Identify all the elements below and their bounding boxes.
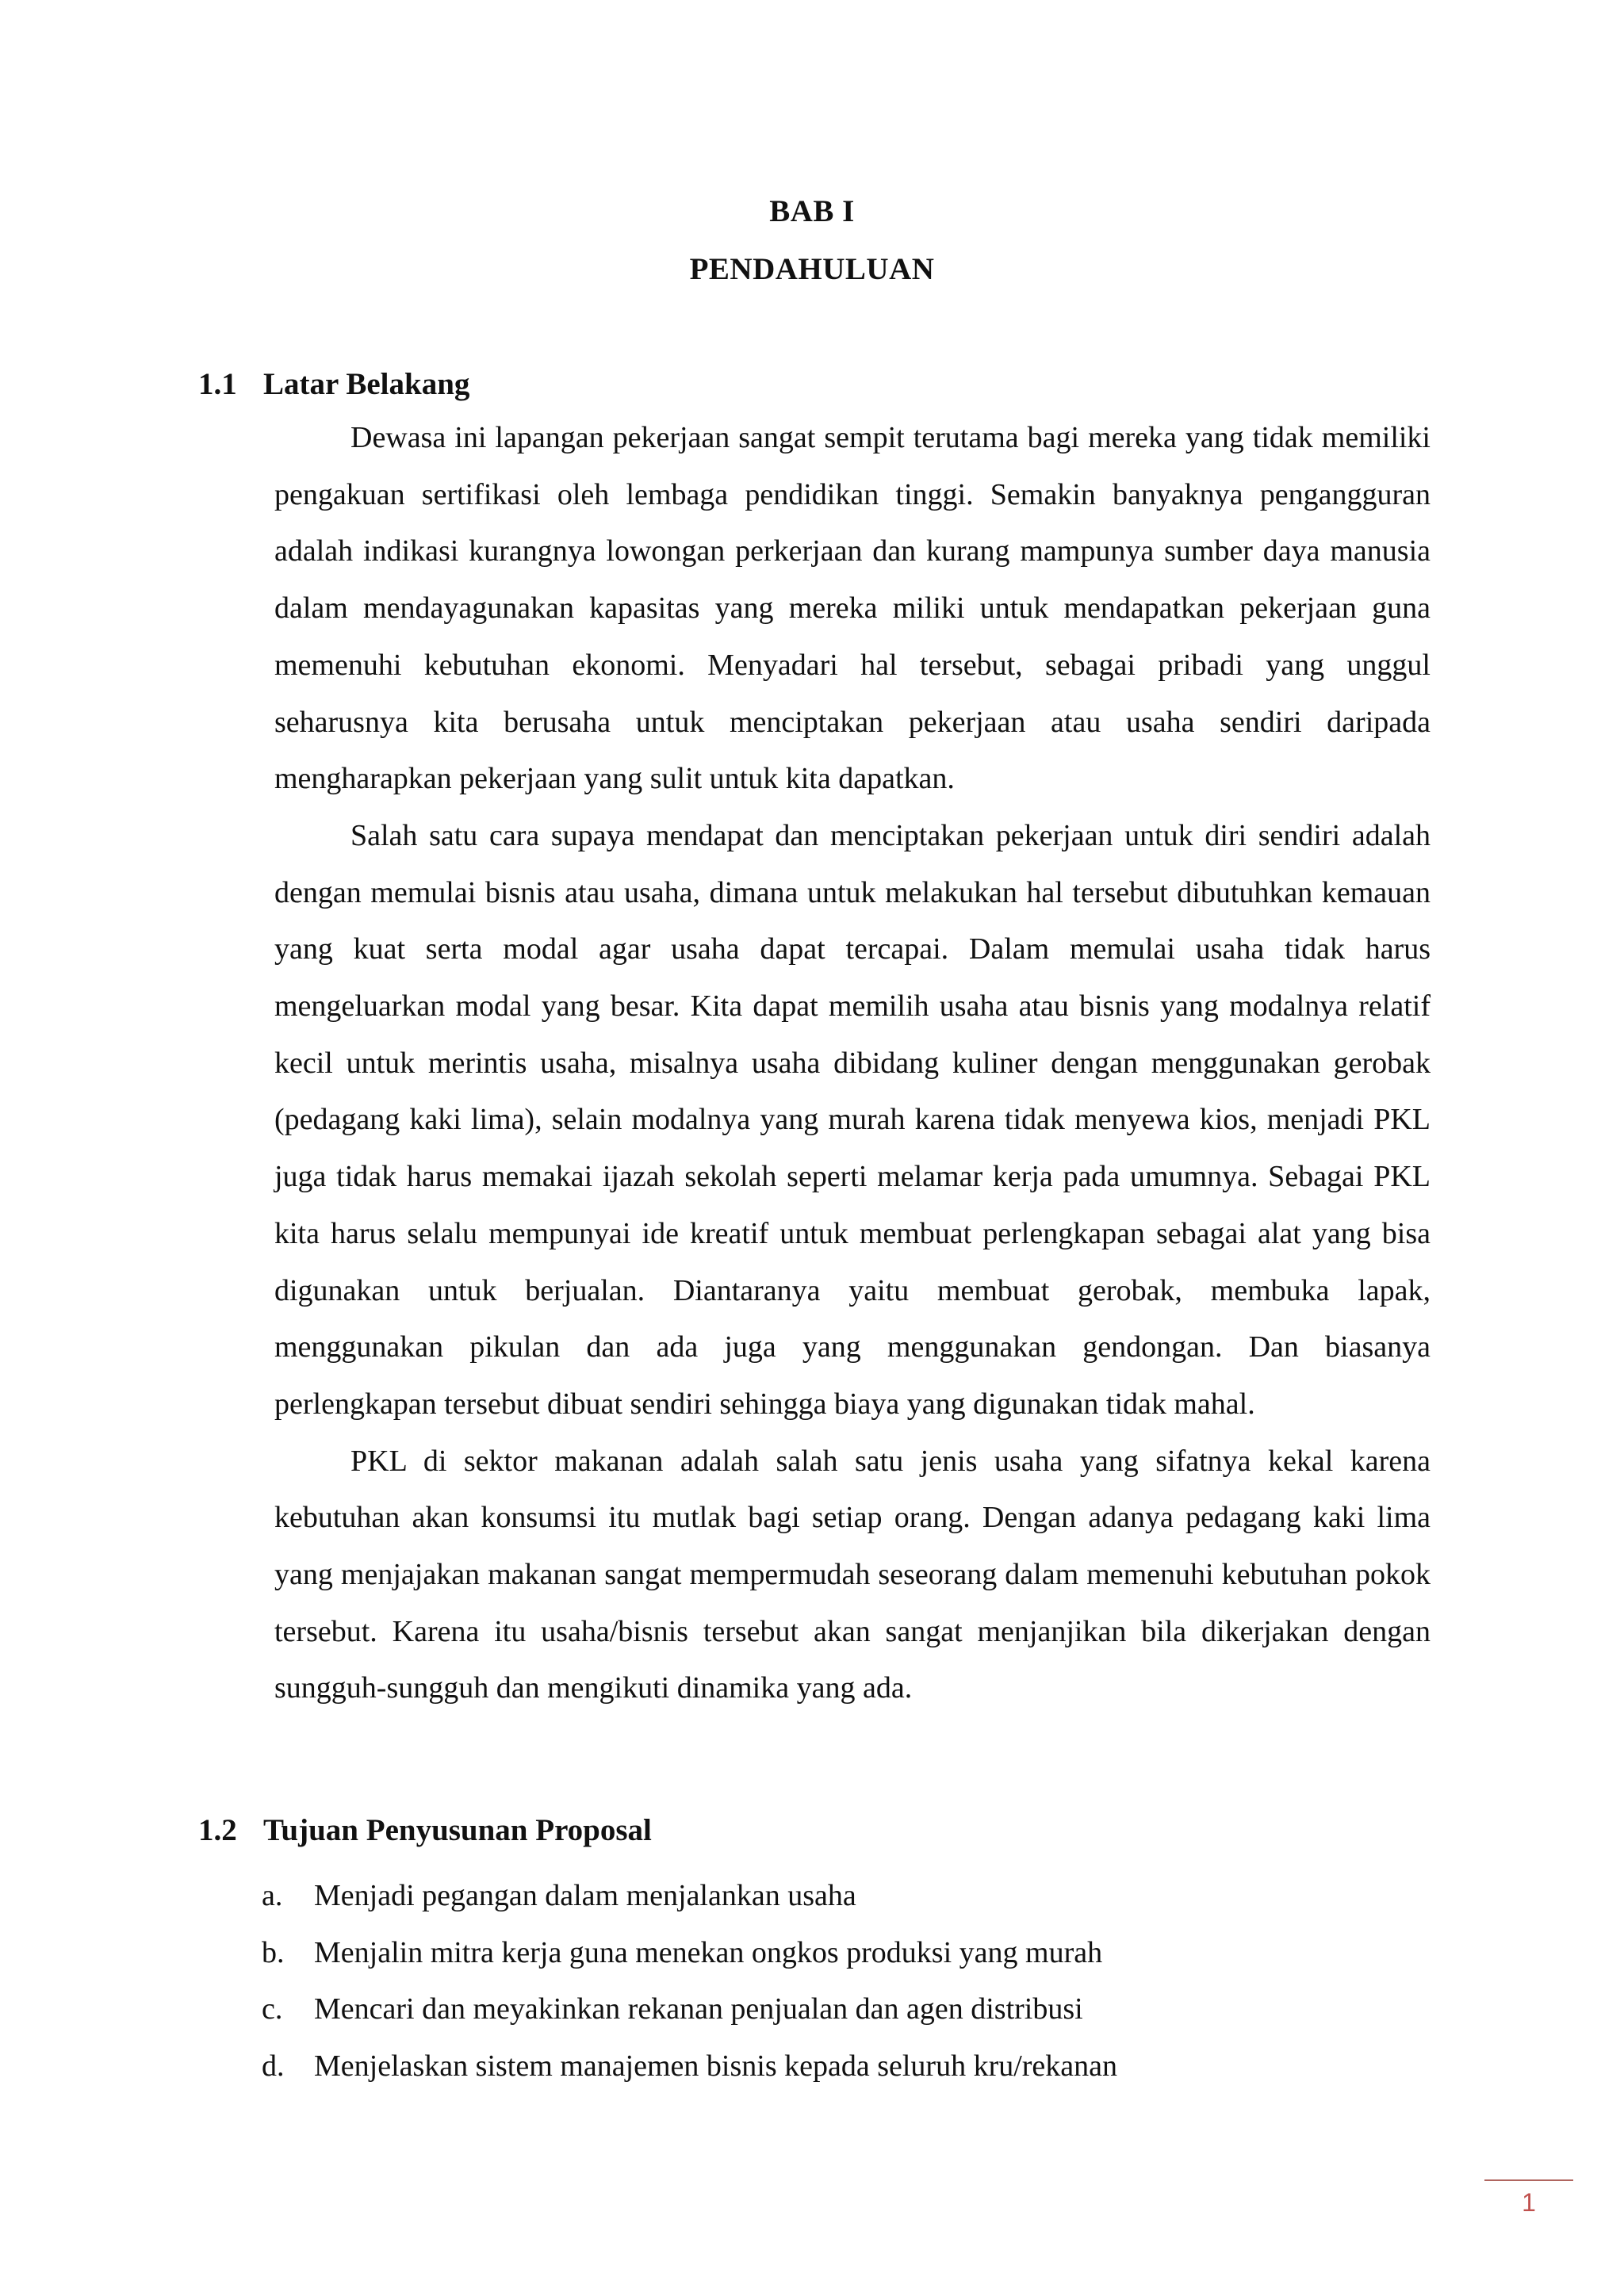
paragraph: PKL di sektor makanan adalah salah satu jenis usaha yang sifatnya kekal karena kebutuhan akan konsumsi itu mutlak bagi setiap orang. Dengan adanya pedagang kaki lima yang menjajakan makanan sangat mempermudah seseorang dalam memenuhi kebutuhan pokok tersebut. Karena itu usaha/bisnis tersebut akan sangat menjanjikan bila dikerjakan dengan sungguh-sungguh dan mengikuti dinamika yang ada. bbox=[274, 1444, 1431, 1705]
list-item bbox=[262, 1868, 1117, 1925]
chapter-title: PENDAHULUAN bbox=[689, 252, 935, 286]
objectives-list bbox=[262, 1868, 1117, 2095]
list-marker: b. bbox=[262, 1935, 285, 1969]
list-item bbox=[262, 1981, 1117, 2038]
section-number: 1.2 bbox=[198, 1813, 237, 1847]
list-marker: a. bbox=[262, 1879, 283, 1912]
chapter-number: BAB I bbox=[769, 194, 855, 228]
page-number: 1 bbox=[1522, 2188, 1536, 2217]
section-body bbox=[274, 410, 1431, 1717]
paragraph: Dewasa ini lapangan pekerjaan sangat sempit terutama bagi mereka yang tidak memiliki pengakuan sertifikasi oleh lembaga pendidikan tinggi. Semakin banyaknya pengangguran adalah indikasi kurangnya lowongan perkerjaan dan kurang mampunya sumber daya manusia dalam mendayagunakan kapasitas yang mereka miliki untuk mendapatkan pekerjaan guna memenuhi kebutuhan ekonomi. Menyadari hal tersebut, sebagai pribadi yang unggul seharusnya kita berusaha untuk menciptakan pekerjaan atau usaha sendiri daripada mengharapkan pekerjaan yang sulit untuk kita dapatkan. bbox=[274, 421, 1431, 796]
list-item bbox=[262, 2038, 1117, 2095]
list-item-text: Mencari dan meyakinkan rekanan penjualan dan agen distribusi bbox=[314, 1992, 1083, 2026]
list-item bbox=[262, 1925, 1117, 1982]
section-title: Tujuan Penyusunan Proposal bbox=[263, 1813, 652, 1847]
list-item-text: Menjadi pegangan dalam menjalankan usaha bbox=[314, 1879, 856, 1912]
section-title: Latar Belakang bbox=[263, 367, 470, 401]
list-marker: c. bbox=[262, 1992, 283, 2026]
footer-rule bbox=[1484, 2179, 1573, 2181]
paragraph: Salah satu cara supaya mendapat dan menciptakan pekerjaan untuk diri sendiri adalah dengan memulai bisnis atau usaha, dimana untuk melakukan hal tersebut dibutuhkan kemauan yang kuat serta modal agar usaha dapat tercapai. Dalam memulai usaha tidak harus mengeluarkan modal yang besar. Kita dapat memilih usaha atau bisnis yang modalnya relatif kecil untuk merintis usaha, misalnya usaha dibidang kuliner dengan menggunakan gerobak (pedagang kaki lima), selain modalnya yang murah karena tidak menyewa kios, menjadi PKL juga tidak harus memakai ijazah sekolah seperti melamar kerja pada umumnya. Sebagai PKL kita harus selalu mempunyai ide kreatif untuk membuat perlengkapan sebagai alat yang bisa digunakan untuk berjualan. Diantaranya yaitu membuat gerobak, membuka lapak, menggunakan pikulan dan ada juga yang menggunakan gendongan. Dan biasanya perlengkapan tersebut dibuat sendiri sehingga biaya yang digunakan tidak mahal. bbox=[274, 818, 1431, 1421]
list-item-text: Menjalin mitra kerja guna menekan ongkos produksi yang murah bbox=[314, 1935, 1103, 1969]
section-number: 1.1 bbox=[198, 367, 237, 401]
list-marker: d. bbox=[262, 2049, 285, 2084]
list-item-text: Menjelaskan sistem manajemen bisnis kepada seluruh kru/rekanan bbox=[314, 2049, 1118, 2084]
section-heading-latar-belakang bbox=[198, 366, 469, 402]
section-heading-tujuan bbox=[198, 1812, 652, 1848]
